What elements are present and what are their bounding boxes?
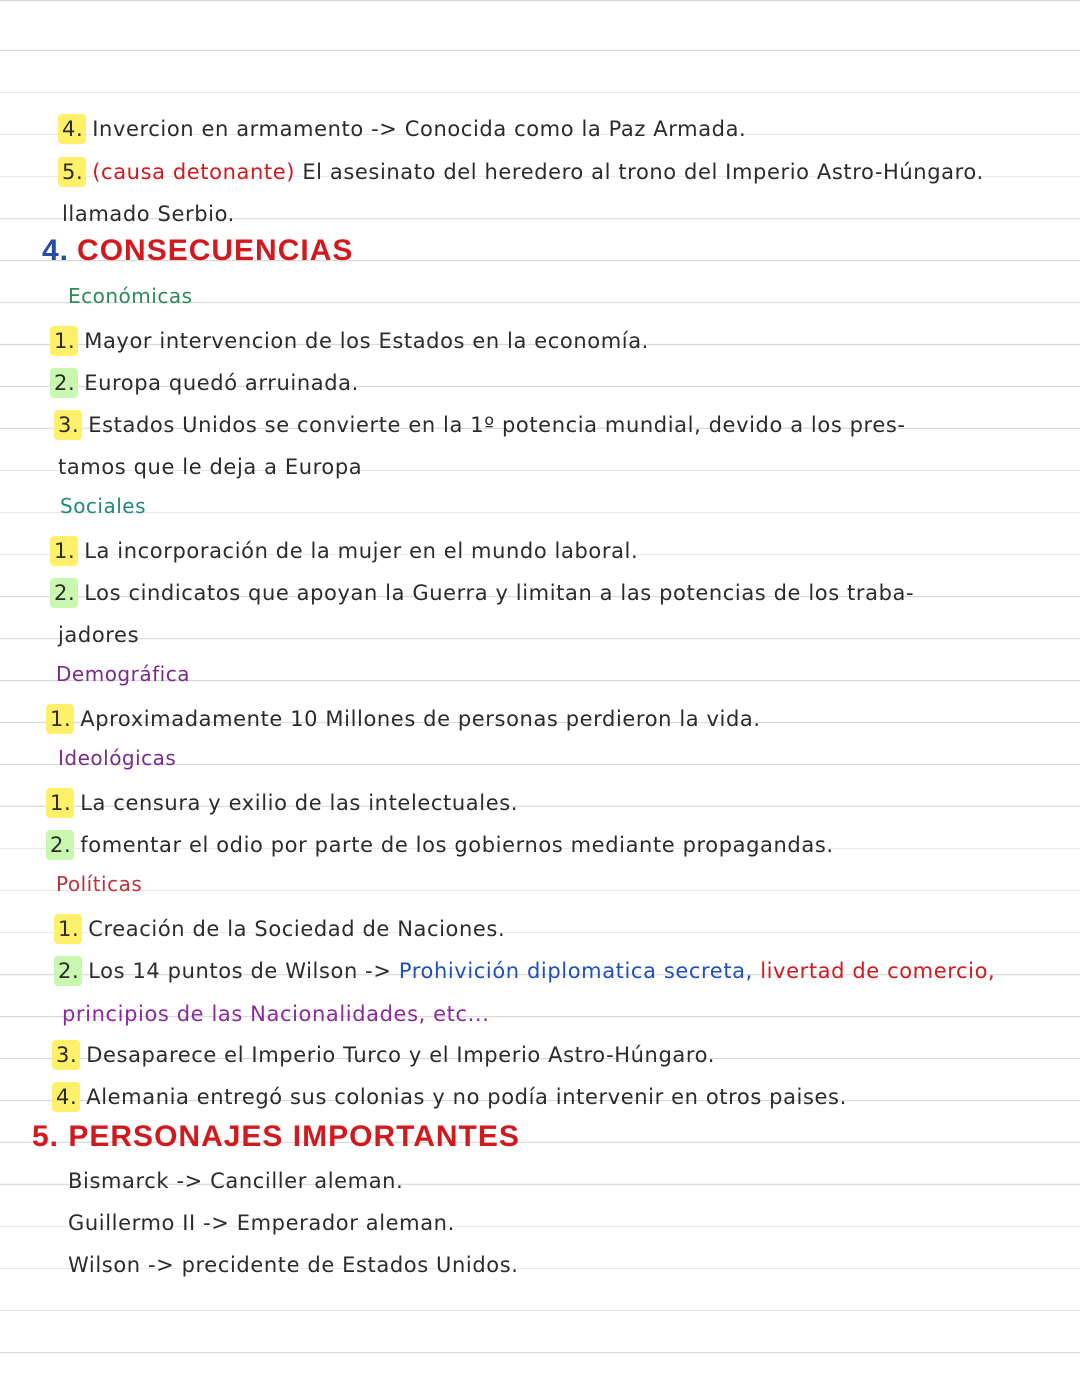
person-item: Wilson -> precidente de Estados Unidos. [68,1253,519,1277]
item-text: llamado Serbio. [62,202,235,226]
item-text: Los cindicatos que apoyan la Guerra y limitan a las potencias de los traba- [84,581,915,605]
heading-title: PERSONAJES IMPORTANTES [68,1120,520,1153]
item-number: 3. [54,410,82,440]
list-item [46,704,761,734]
item-text-purple: principios de las Nacionalidades, etc... [62,1002,490,1026]
item-number: 2. [50,368,78,398]
list-item [46,830,834,860]
person-item: Guillermo II -> Emperador aleman. [68,1211,455,1235]
item-text: El asesinato del heredero al trono del Imperio Astro-Húngaro. [302,160,984,184]
item-text: jadores [58,623,140,647]
list-item-continuation [58,452,362,482]
item-number: 4. [58,114,86,144]
list-item [50,326,649,356]
item-text-red: livertad de comercio, [760,959,996,983]
list-item [52,1040,715,1070]
item-text: fomentar el odio por parte de los gobiernos mediante propagandas. [80,833,834,857]
item-number: 1. [46,788,74,818]
item-number: 2. [46,830,74,860]
item-number: 1. [50,536,78,566]
item-text: Creación de la Sociedad de Naciones. [88,917,506,941]
list-item [54,410,906,440]
item-number: 1. [54,914,82,944]
list-item [50,368,359,398]
item-number: 1. [50,326,78,356]
category-sociales: Sociales [60,494,147,518]
item-text: Estados Unidos se convierte en la 1º potencia mundial, devido a los pres- [88,413,906,437]
item-text: Invercion en armamento -> Conocida como la Paz Armada. [92,117,747,141]
item-text: Los 14 puntos de Wilson -> [88,959,392,983]
item-text: Europa quedó arruinada. [84,371,359,395]
list-item [54,956,995,986]
heading-number: 4. [42,234,70,267]
section-heading-personajes [32,1120,520,1154]
cause-item-4 [58,114,746,144]
list-item [54,914,505,944]
cause-item-5-continuation [62,199,235,229]
cause-item-5 [58,157,984,187]
item-text: Alemania entregó sus colonias y no podía intervenir en otros paises. [86,1085,847,1109]
item-number: 1. [46,704,74,734]
section-heading-consecuencias [42,234,353,268]
item-number: 2. [54,956,82,986]
item-number: 2. [50,578,78,608]
item-tag: (causa detonante) [92,160,296,184]
item-number: 5. [58,157,86,187]
list-item [50,578,914,608]
item-text: Mayor intervencion de los Estados en la economía. [84,329,649,353]
item-number: 4. [52,1082,80,1112]
item-text-blue: Prohivición diplomatica secreta, [398,959,753,983]
list-item [46,788,518,818]
person-item: Bismarck -> Canciller aleman. [68,1169,404,1193]
category-ideologicas: Ideológicas [58,746,177,770]
item-text: Desaparece el Imperio Turco y el Imperio Astro-Húngaro. [86,1043,715,1067]
item-text: Aproximadamente 10 Millones de personas perdieron la vida. [80,707,761,731]
category-demografica: Demográfica [56,662,190,686]
list-item [50,536,638,566]
heading-title: CONSECUENCIAS [77,234,354,267]
list-item-continuation [58,620,139,650]
item-text: La incorporación de la mujer en el mundo laboral. [84,539,639,563]
list-item-continuation [62,999,489,1029]
item-number: 3. [52,1040,80,1070]
list-item [52,1082,847,1112]
category-politicas: Políticas [56,872,143,896]
heading-number: 5. [32,1120,60,1153]
item-text: La censura y exilio de las intelectuales. [80,791,519,815]
item-text: tamos que le deja a Europa [58,455,363,479]
category-economicas: Económicas [68,284,193,308]
